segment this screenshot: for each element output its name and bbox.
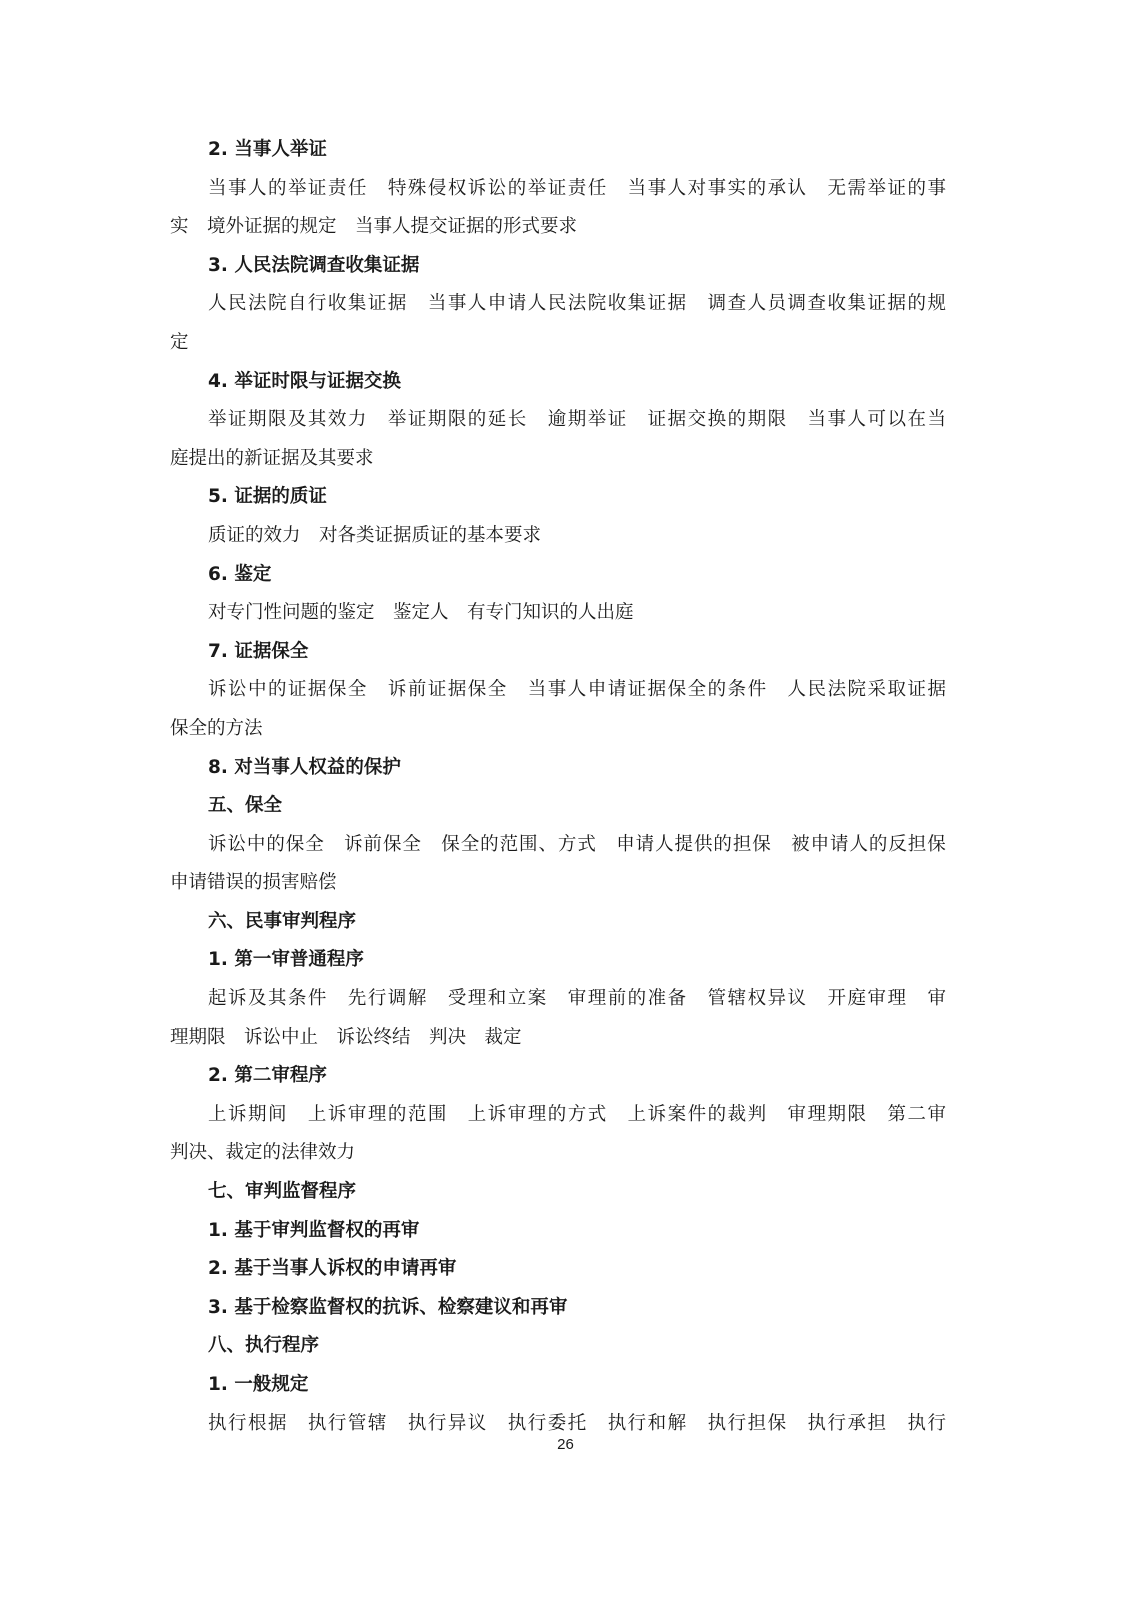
section-heading: 1. 第一审普通程序: [208, 949, 364, 971]
body-text-line: 诉 讼 中 的 证 据 保 全 诉 前 证 据 保 全 当 事 人 申 请 证 据 保 全 的 条 件 人 民 法 院 采 取 证 据: [208, 679, 946, 701]
body-text-line: 上 诉 期 间 上 诉 审 理 的 范 围 上 诉 审 理 的 方 式 上 诉 案 件 的 裁 判 审 理 期 限 第 二 审: [208, 1103, 946, 1125]
section-heading: 1. 基于审判监督权的再审: [208, 1219, 420, 1241]
section-heading: 7. 证据保全: [208, 640, 309, 662]
body-text-line: 定: [170, 331, 189, 353]
body-text-line: 对专门性问题的鉴定 鉴定人 有专门知识的人出庭: [208, 602, 634, 624]
section-heading: 5. 证据的质证: [208, 486, 327, 508]
body-text-line: 判决、裁定的法律效力: [170, 1142, 356, 1164]
section-heading: 8. 对当事人权益的保护: [208, 756, 401, 778]
body-text-line: 执 行 根 据 执 行 管 辖 执 行 异 议 执 行 委 托 执 行 和 解 执 行 担 保 执 行 承 担 执 行: [208, 1412, 946, 1434]
section-heading: 1. 一般规定: [208, 1374, 309, 1395]
body-text-line: 质证的效力 对各类证据质证的基本要求: [208, 524, 542, 546]
section-heading: 6. 鉴定: [208, 563, 272, 585]
section-heading: 七、审判监督程序: [208, 1181, 357, 1203]
body-text-line: 起 诉 及 其 条 件 先 行 调 解 受 理 和 立 案 审 理 前 的 准 备 管 辖 权 异 议 开 庭 审 理 审: [208, 988, 946, 1010]
section-heading: 2. 第二审程序: [208, 1065, 327, 1087]
page-number: 26: [557, 1436, 574, 1453]
section-heading: 五、保全: [208, 795, 283, 817]
page-body: [170, 131, 946, 1443]
section-heading: 4. 举证时限与证据交换: [208, 370, 401, 392]
body-text-line: 实 境外证据的规定 当事人提交证据的形式要求: [170, 216, 578, 238]
body-text-line: 人 民 法 院 自 行 收 集 证 据 当 事 人 申 请 人 民 法 院 收 集 证 据 调 查 人 员 调 查 收 集 证 据 的 规: [208, 293, 946, 315]
body-text-line: 诉 讼 中 的 保 全 诉 前 保 全 保 全 的 范 围 、 方 式 申 请 人 提 供 的 担 保 被 申 请 人 的 反 担 保: [208, 833, 946, 855]
section-heading: 3. 基于检察监督权的抗诉、检察建议和再审: [208, 1296, 568, 1318]
body-text-line: 庭提出的新证据及其要求: [170, 447, 374, 469]
body-text-line: 当 事 人 的 举 证 责 任 特 殊 侵 权 诉 讼 的 举 证 责 任 当 事 人 对 事 实 的 承 认 无 需 举 证 的 事: [208, 177, 946, 199]
section-heading: 八、执行程序: [208, 1335, 320, 1357]
body-text-line: 保全的方法: [170, 717, 263, 739]
section-heading: 3. 人民法院调查收集证据: [208, 254, 420, 276]
body-text-line: 申请错误的损害赔偿: [170, 872, 337, 894]
section-heading: 2. 当事人举证: [208, 139, 327, 160]
body-text-line: 理期限 诉讼中止 诉讼终结 判决 裁定: [170, 1026, 522, 1048]
section-heading: 2. 基于当事人诉权的申请再审: [208, 1258, 457, 1280]
section-heading: 六、民事审判程序: [208, 910, 357, 932]
body-text-line: 举 证 期 限 及 其 效 力 举 证 期 限 的 延 长 逾 期 举 证 证 据 交 换 的 期 限 当 事 人 可 以 在 当: [208, 409, 946, 431]
